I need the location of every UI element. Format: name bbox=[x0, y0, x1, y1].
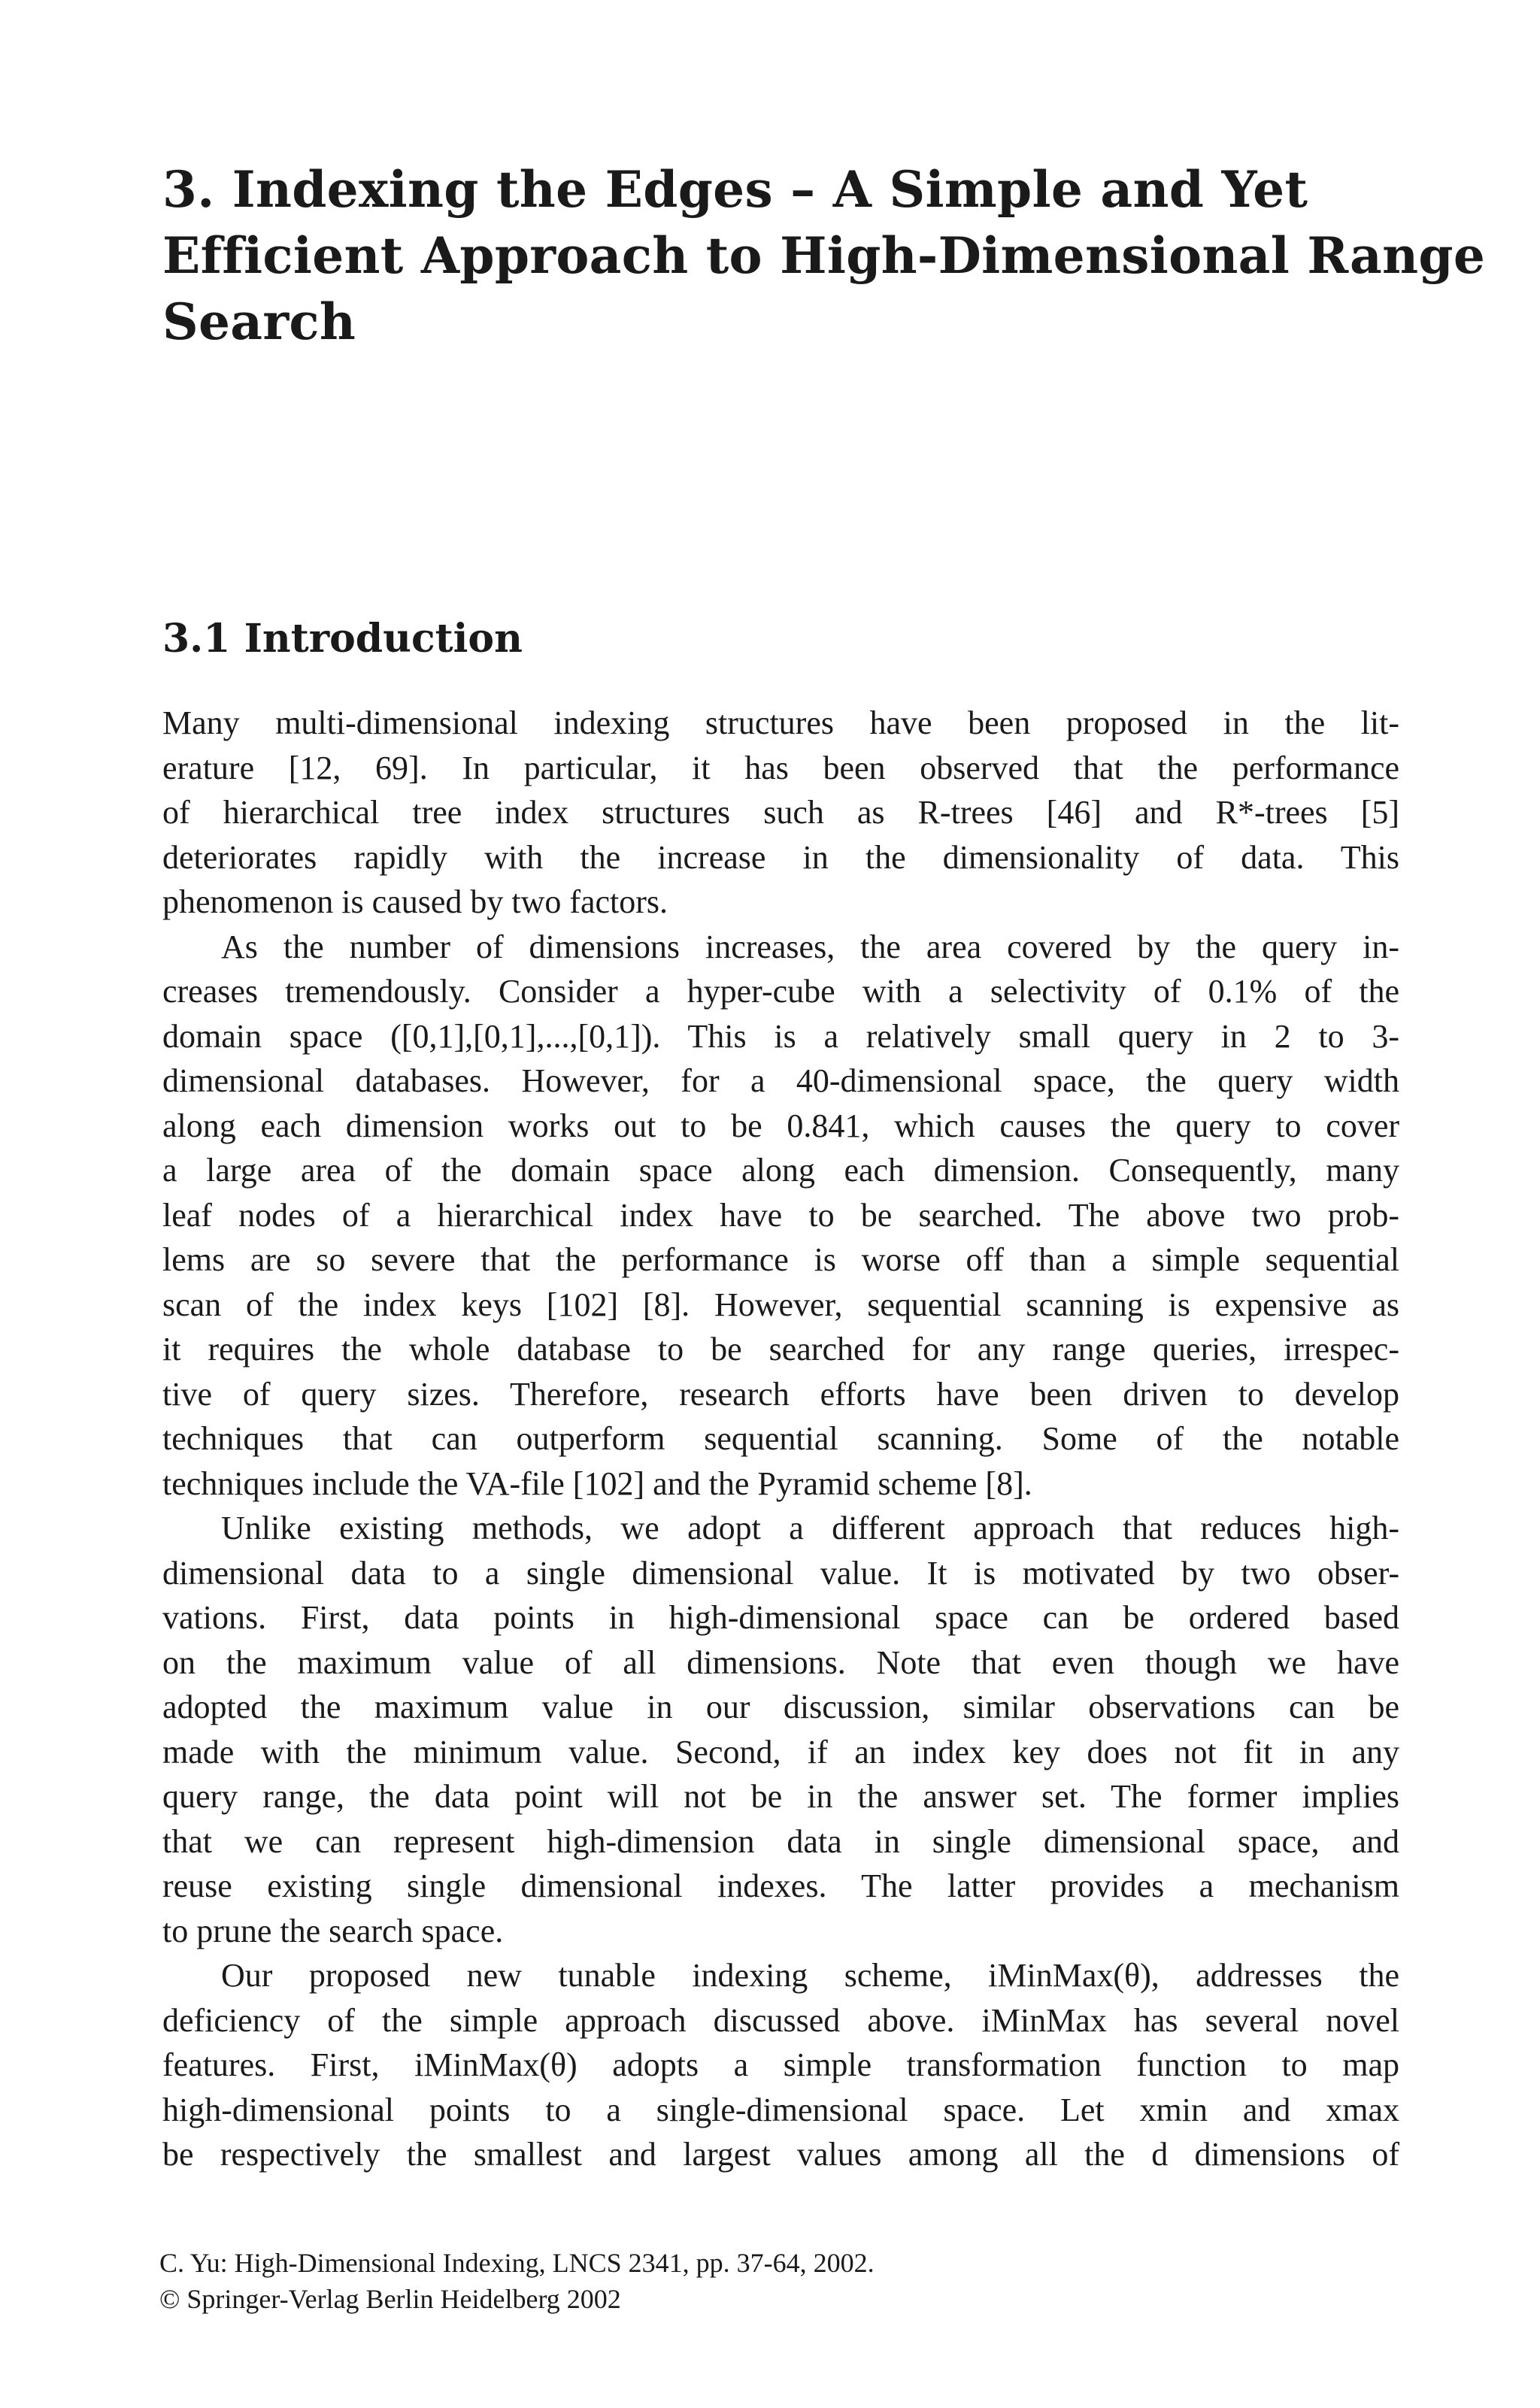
text-line: adopted the maximum value in our discussion, similar observations can be bbox=[162, 1689, 1399, 1725]
text-line: deteriorates rapidly with the increase in the dimensionality of data. This bbox=[162, 838, 1399, 876]
text-line: Unlike existing methods, we adopt a different approach that reduces high- bbox=[221, 1510, 1399, 1546]
text-line: lems are so severe that the performance is worse off than a simple sequential bbox=[162, 1241, 1399, 1278]
chapter-title bbox=[162, 156, 1486, 355]
text-line: Our proposed new tunable indexing scheme, iMinMax(θ), addresses the bbox=[221, 1957, 1399, 1994]
text-line: domain space ([0,1],[0,1],...,[0,1]). This is a relatively small query in 2 to 3- bbox=[162, 1017, 1399, 1055]
text-line: techniques include the VA-file [102] and the Pyramid scheme [8]. bbox=[162, 1464, 1032, 1502]
text-line: tive of query sizes. Therefore, research efforts have been driven to develop bbox=[162, 1375, 1399, 1413]
text-line: vations. First, data points in high-dimensional space can be ordered based bbox=[162, 1599, 1399, 1636]
text-line: reuse existing single dimensional indexes. The latter provides a mechanism bbox=[162, 1867, 1399, 1904]
text-line: Many multi-dimensional indexing structures have been proposed in the lit- bbox=[162, 704, 1399, 741]
section-heading: 3.1 Introduction bbox=[162, 616, 523, 662]
text-line: high-dimensional points to a single-dimensional space. Let xmin and xmax bbox=[162, 2091, 1399, 2128]
text-line: leaf nodes of a hierarchical index have to be searched. The above two prob- bbox=[162, 1196, 1399, 1234]
text-line: along each dimension works out to be 0.841, which causes the query to cover bbox=[162, 1107, 1399, 1144]
text-line: creases tremendously. Consider a hyper-cube with a selectivity of 0.1% of the bbox=[162, 973, 1399, 1010]
text-line: a large area of the domain space along each dimension. Consequently, many bbox=[162, 1152, 1399, 1189]
text-line: dimensional databases. However, for a 40-dimensional space, the query width bbox=[162, 1062, 1399, 1099]
footer-citation: C. Yu: High-Dimensional Indexing, LNCS 2341, pp. 37-64, 2002. bbox=[159, 2248, 875, 2278]
text-line: As the number of dimensions increases, the area covered by the query in- bbox=[221, 928, 1399, 965]
text-line: that we can represent high-dimension data in single dimensional space, and bbox=[162, 1822, 1399, 1860]
text-line: techniques that can outperform sequential scanning. Some of the notable bbox=[162, 1420, 1399, 1457]
text-line: of hierarchical tree index structures such as R-trees [46] and R*-trees [5] bbox=[162, 794, 1399, 831]
text-line: features. First, iMinMax(θ) adopts a simple transformation function to map bbox=[162, 2046, 1399, 2083]
text-line: to prune the search space. bbox=[162, 1912, 504, 1949]
text-line: dimensional data to a single dimensional value. It is motivated by two obser- bbox=[162, 1554, 1399, 1592]
text-line: deficiency of the simple approach discussed above. iMinMax has several novel bbox=[162, 2001, 1399, 2039]
text-line: it requires the whole database to be searched for any range queries, irrespec- bbox=[162, 1331, 1399, 1368]
text-line: on the maximum value of all dimensions. Note that even though we have bbox=[162, 1643, 1399, 1681]
text-line: made with the minimum value. Second, if an index key does not fit in any bbox=[162, 1733, 1399, 1770]
text-line: be respectively the smallest and largest values among all the d dimensions of bbox=[162, 2136, 1399, 2173]
footer bbox=[159, 2245, 875, 2317]
chapter-title-line: Efficient Approach to High-Dimensional Range bbox=[162, 226, 1486, 285]
footer-copyright: © Springer-Verlag Berlin Heidelberg 2002 bbox=[159, 2284, 621, 2314]
text-line: phenomenon is caused by two factors. bbox=[162, 883, 668, 920]
text-line: erature [12, 69]. In particular, it has been observed that the performance bbox=[162, 749, 1399, 786]
chapter-title-line: Search bbox=[162, 292, 356, 351]
body-text bbox=[162, 701, 1399, 2177]
text-line: query range, the data point will not be in the answer set. The former implies bbox=[162, 1778, 1399, 1815]
text-line: scan of the index keys [102] [8]. However, sequential scanning is expensive as bbox=[162, 1286, 1399, 1323]
chapter-title-line: 3. Indexing the Edges – A Simple and Yet bbox=[162, 160, 1308, 219]
